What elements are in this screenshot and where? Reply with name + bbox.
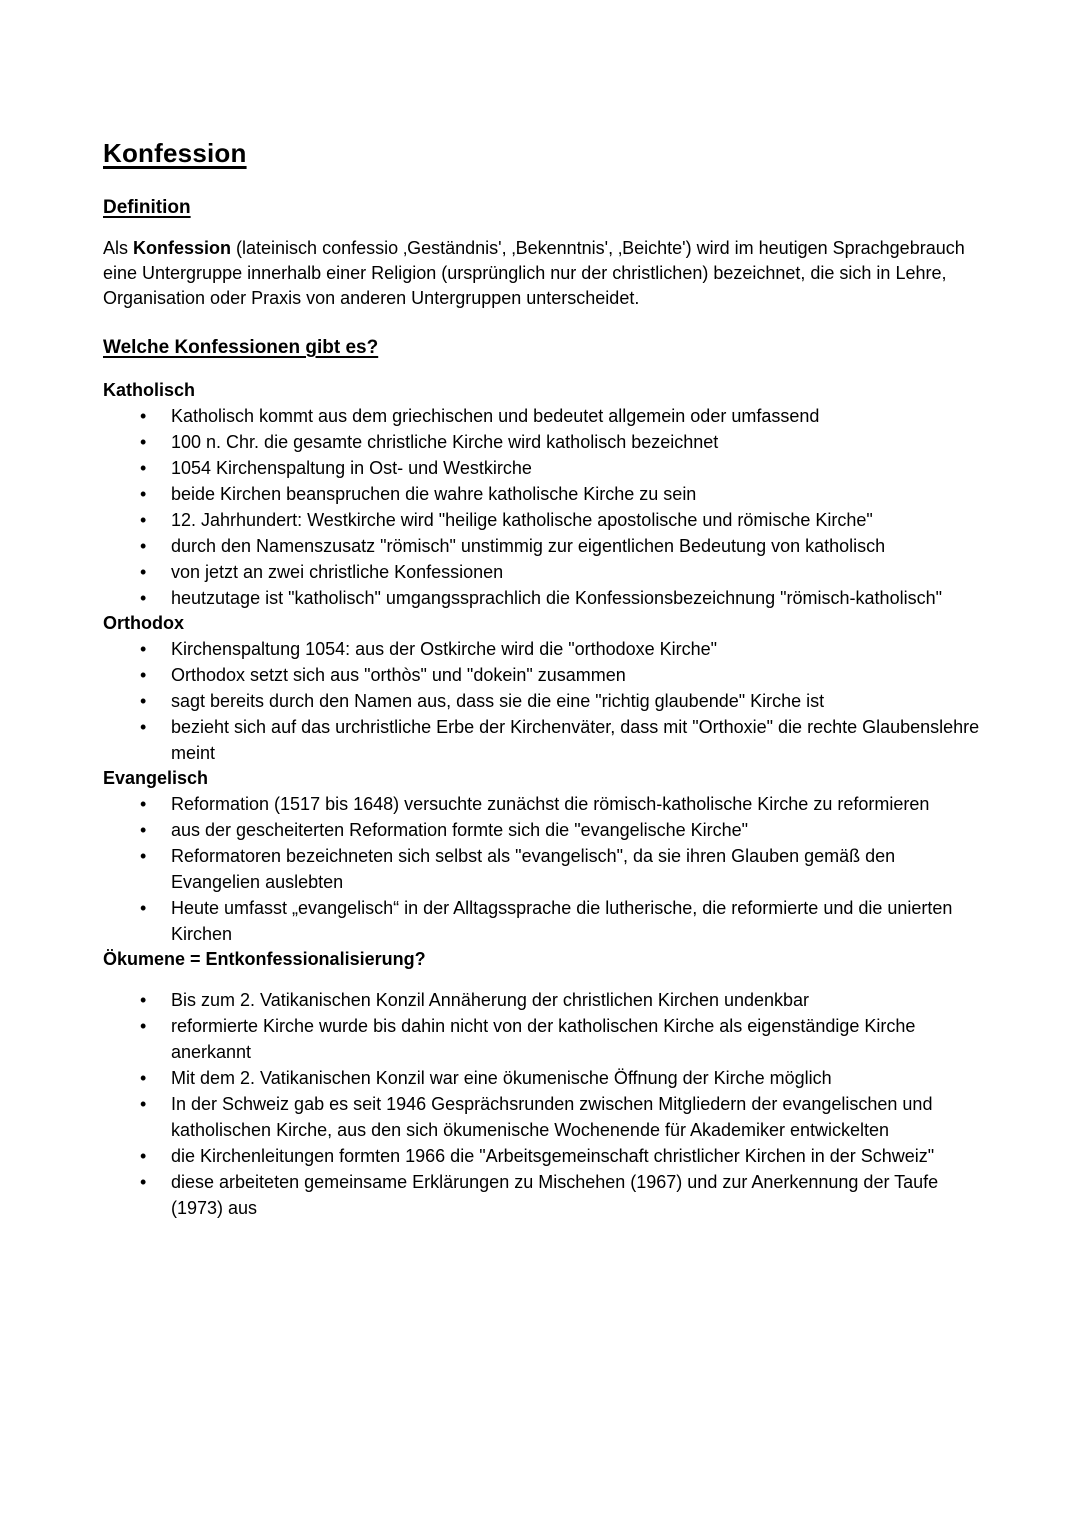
bullet-list-evangelisch bbox=[103, 791, 980, 947]
bullet-item: • reformierte Kirche wurde bis dahin nicht von der katholischen Kirche als eigenständige Kirche anerkannt bbox=[140, 1013, 980, 1065]
bullet-item: • diese arbeiteten gemeinsame Erklärungen zu Mischehen (1967) und zur Anerkennung der Taufe (1973) aus bbox=[140, 1169, 980, 1221]
section-katholisch bbox=[103, 378, 980, 611]
question-heading: Welche Konfessionen gibt es? bbox=[103, 337, 379, 358]
bullet-item: • 1054 Kirchenspaltung in Ost- und Westkirche bbox=[140, 455, 980, 481]
bullet-item: • bezieht sich auf das urchristliche Erbe der Kirchenväter, dass mit "Orthoxie" die rechte Glaubenslehre meint bbox=[140, 714, 980, 766]
bullet-item: • die Kirchenleitungen formten 1966 die "Arbeitsgemeinschaft christlicher Kirchen in der Schweiz" bbox=[140, 1143, 980, 1169]
section-orthodox bbox=[103, 611, 980, 766]
bullet-item: • Orthodox setzt sich aus "orthòs" und "dokein" zusammen bbox=[140, 662, 980, 688]
bullet-item: • von jetzt an zwei christliche Konfessionen bbox=[140, 559, 980, 585]
bullet-item: • Kirchenspaltung 1054: aus der Ostkirche wird die "orthodoxe Kirche" bbox=[140, 636, 980, 662]
bullet-item: • In der Schweiz gab es seit 1946 Gesprächsrunden zwischen Mitgliedern der evangelischen und katholischen Kirche, aus den sich ökumenische Wochenende für Akademiker entwickelten bbox=[140, 1091, 980, 1143]
bullet-item: • aus der gescheiterten Reformation formte sich die "evangelische Kirche" bbox=[140, 817, 980, 843]
definition-heading: Definition bbox=[103, 197, 191, 218]
bullet-list-katholisch bbox=[103, 403, 980, 611]
bullet-item: • Reformation (1517 bis 1648) versuchte zunächst die römisch-katholische Kirche zu reformieren bbox=[140, 791, 980, 817]
section-heading-katholisch: Katholisch bbox=[103, 380, 196, 400]
bullet-item: • Heute umfasst „evangelisch“ in der Alltagssprache die lutherische, die reformierte und die unierten Kirchen bbox=[140, 895, 980, 947]
document-content bbox=[103, 138, 980, 1221]
definition-paragraph bbox=[103, 236, 980, 311]
definition-text-rest: (lateinisch confessio ‚Geständnis', ‚Bekenntnis', ‚Beichte') wird im heutigen Sprachgebrauch eine Untergruppe innerhalb einer Religion (ursprünglich nur der christlichen) bezeichnet, die sich in Lehre, Organisation oder Praxis von anderen Untergruppen unterscheidet. bbox=[103, 238, 965, 308]
section-heading-evangelisch: Evangelisch bbox=[103, 768, 209, 788]
bullet-item: • beide Kirchen beanspruchen die wahre katholische Kirche zu sein bbox=[140, 481, 980, 507]
bullet-item: • Katholisch kommt aus dem griechischen und bedeutet allgemein oder umfassend bbox=[140, 403, 980, 429]
bullet-item: • 12. Jahrhundert: Westkirche wird "heilige katholische apostolische und römische Kirche" bbox=[140, 507, 980, 533]
section-evangelisch bbox=[103, 766, 980, 947]
bullet-list-oekumene bbox=[103, 987, 980, 1221]
definition-bold-term: Konfession bbox=[133, 238, 232, 258]
bullet-item: • sagt bereits durch den Namen aus, dass sie die eine "richtig glaubende" Kirche ist bbox=[140, 688, 980, 714]
bullet-item: • Mit dem 2. Vatikanischen Konzil war eine ökumenische Öffnung der Kirche möglich bbox=[140, 1065, 980, 1091]
bullet-item: • Bis zum 2. Vatikanischen Konzil Annäherung der christlichen Kirchen undenkbar bbox=[140, 987, 980, 1013]
section-heading-orthodox: Orthodox bbox=[103, 613, 184, 633]
bullet-list-orthodox bbox=[103, 636, 980, 766]
page-title: Konfession bbox=[103, 138, 247, 168]
definition-text-start: Als bbox=[103, 238, 134, 258]
bullet-item: • durch den Namenszusatz "römisch" unstimmig zur eigentlichen Bedeutung von katholisch bbox=[140, 533, 980, 559]
section-oekumene bbox=[103, 947, 980, 1221]
bullet-item: • Reformatoren bezeichneten sich selbst als "evangelisch", da sie ihren Glauben gemäß den Evangelien auslebten bbox=[140, 843, 980, 895]
bullet-item: • heutzutage ist "katholisch" umgangssprachlich die Konfessionsbezeichnung "römisch-katholisch" bbox=[140, 585, 980, 611]
section-heading-oekumene: Ökumene = Entkonfessionalisierung? bbox=[103, 949, 426, 969]
bullet-item: • 100 n. Chr. die gesamte christliche Kirche wird katholisch bezeichnet bbox=[140, 429, 980, 455]
